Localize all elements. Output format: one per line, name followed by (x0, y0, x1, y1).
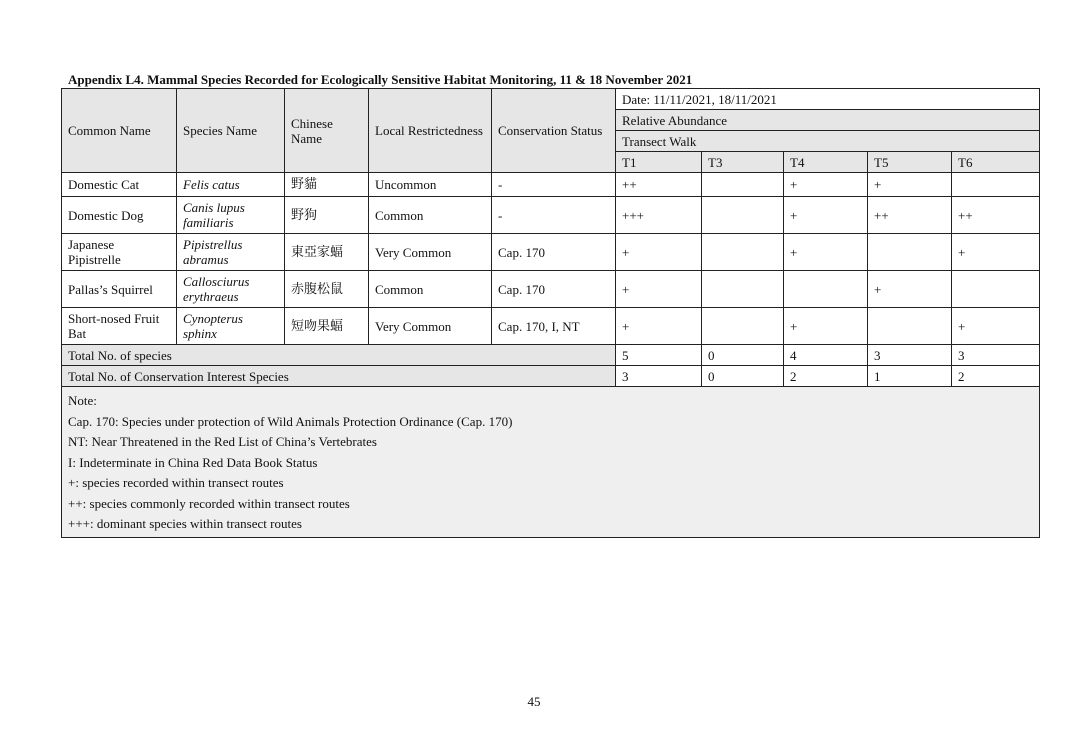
notes-cell (62, 387, 1040, 538)
species-name-cell: Felis catus (177, 173, 285, 197)
chinese-name-cell: 野貓 (285, 173, 369, 197)
t6-cell: ++ (952, 197, 1040, 234)
restrictedness-cell: Common (369, 197, 492, 234)
t4-cell: + (784, 234, 868, 271)
mammal-species-table (61, 88, 1040, 538)
table-row (62, 197, 1040, 234)
page-number: 45 (527, 694, 541, 709)
t1-cell: + (616, 234, 702, 271)
table-row (62, 173, 1040, 197)
t1-cell: + (616, 271, 702, 308)
t5-cell: 1 (868, 366, 952, 387)
t1-cell: 5 (616, 345, 702, 366)
totals-row (62, 366, 1040, 387)
chinese-name-cell: 赤腹松鼠 (285, 271, 369, 308)
common-name-cell: Domestic Dog (62, 197, 177, 234)
restrictedness-cell: Common (369, 271, 492, 308)
t6-cell: + (952, 308, 1040, 345)
t6-cell: + (952, 234, 1040, 271)
note-line: ++: species commonly recorded within transect routes (68, 495, 350, 511)
t5-cell (868, 234, 952, 271)
restrictedness-cell: Very Common (369, 308, 492, 345)
t1-cell: ++ (616, 173, 702, 197)
t1-cell: 3 (616, 366, 702, 387)
header-transect: T5 (868, 152, 952, 173)
header-transect: T3 (702, 152, 784, 173)
t4-cell: + (784, 308, 868, 345)
t4-cell (784, 271, 868, 308)
totals-row (62, 345, 1040, 366)
note-line: NT: Near Threatened in the Red List of China’s Vertebrates (68, 434, 377, 449)
header-common-name: Common Name (62, 89, 177, 173)
header-transect: T1 (616, 152, 702, 173)
chinese-name-cell: 野狗 (285, 197, 369, 234)
header-species-name: Species Name (177, 89, 285, 173)
common-name-cell: Short-nosed Fruit Bat (62, 308, 177, 345)
t3-cell (702, 197, 784, 234)
t6-cell: 3 (952, 345, 1040, 366)
t5-cell: + (868, 173, 952, 197)
species-name-cell: Callosciurus erythraeus (177, 271, 285, 308)
chinese-name-cell: 短吻果蝠 (285, 308, 369, 345)
common-name-cell: Domestic Cat (62, 173, 177, 197)
common-name-cell: Japanese Pipistrelle (62, 234, 177, 271)
species-name-cell: Canis lupus familiaris (177, 197, 285, 234)
t4-cell: 4 (784, 345, 868, 366)
species-name-cell: Pipistrellus abramus (177, 234, 285, 271)
status-cell: - (492, 197, 616, 234)
t3-cell (702, 173, 784, 197)
note-line: Note: (68, 393, 97, 408)
restrictedness-cell: Uncommon (369, 173, 492, 197)
t5-cell: ++ (868, 197, 952, 234)
status-cell: Cap. 170 (492, 271, 616, 308)
table-row (62, 271, 1040, 308)
t3-cell: 0 (702, 345, 784, 366)
t6-cell (952, 173, 1040, 197)
note-line: +++: dominant species within transect routes (68, 516, 302, 531)
note-line: I: Indeterminate in China Red Data Book Status (68, 454, 318, 470)
note-line: +: species recorded within transect routes (68, 475, 284, 490)
status-cell: Cap. 170 (492, 234, 616, 271)
t3-cell (702, 234, 784, 271)
t6-cell (952, 271, 1040, 308)
common-name-cell: Pallas’s Squirrel (62, 271, 177, 308)
header-transect: T4 (784, 152, 868, 173)
restrictedness-cell: Very Common (369, 234, 492, 271)
notes-row (62, 387, 1040, 538)
t4-cell: + (784, 197, 868, 234)
t3-cell (702, 308, 784, 345)
t1-cell: +++ (616, 197, 702, 234)
header-date: Date: 11/11/2021, 18/11/2021 (616, 89, 1040, 110)
t4-cell: 2 (784, 366, 868, 387)
t5-cell: 3 (868, 345, 952, 366)
header-transect: T6 (952, 152, 1040, 173)
header-relative-abundance: Relative Abundance (616, 110, 1040, 131)
t6-cell: 2 (952, 366, 1040, 387)
t4-cell: + (784, 173, 868, 197)
total-species-label: Total No. of species (62, 345, 616, 366)
t3-cell: 0 (702, 366, 784, 387)
t5-cell (868, 308, 952, 345)
table-row (62, 234, 1040, 271)
t5-cell: + (868, 271, 952, 308)
header-chinese-name: Chinese Name (285, 89, 369, 173)
header-conservation-status: Conservation Status (492, 89, 616, 173)
status-cell: - (492, 173, 616, 197)
table-caption: Appendix L4. Mammal Species Recorded for Ecologically Sensitive Habitat Monitoring, 11 & 18 November 2021 (68, 72, 693, 87)
chinese-name-cell: 東亞家蝠 (285, 234, 369, 271)
t1-cell: + (616, 308, 702, 345)
header-transect-walk: Transect Walk (616, 131, 1040, 152)
header-local-restrictedness: Local Restrictedness (369, 89, 492, 173)
status-cell: Cap. 170, I, NT (492, 308, 616, 345)
t3-cell (702, 271, 784, 308)
total-conservation-label: Total No. of Conservation Interest Species (62, 366, 616, 387)
species-name-cell: Cynopterus sphinx (177, 308, 285, 345)
table-row (62, 308, 1040, 345)
note-line: Cap. 170: Species under protection of Wild Animals Protection Ordinance (Cap. 170) (68, 413, 513, 429)
